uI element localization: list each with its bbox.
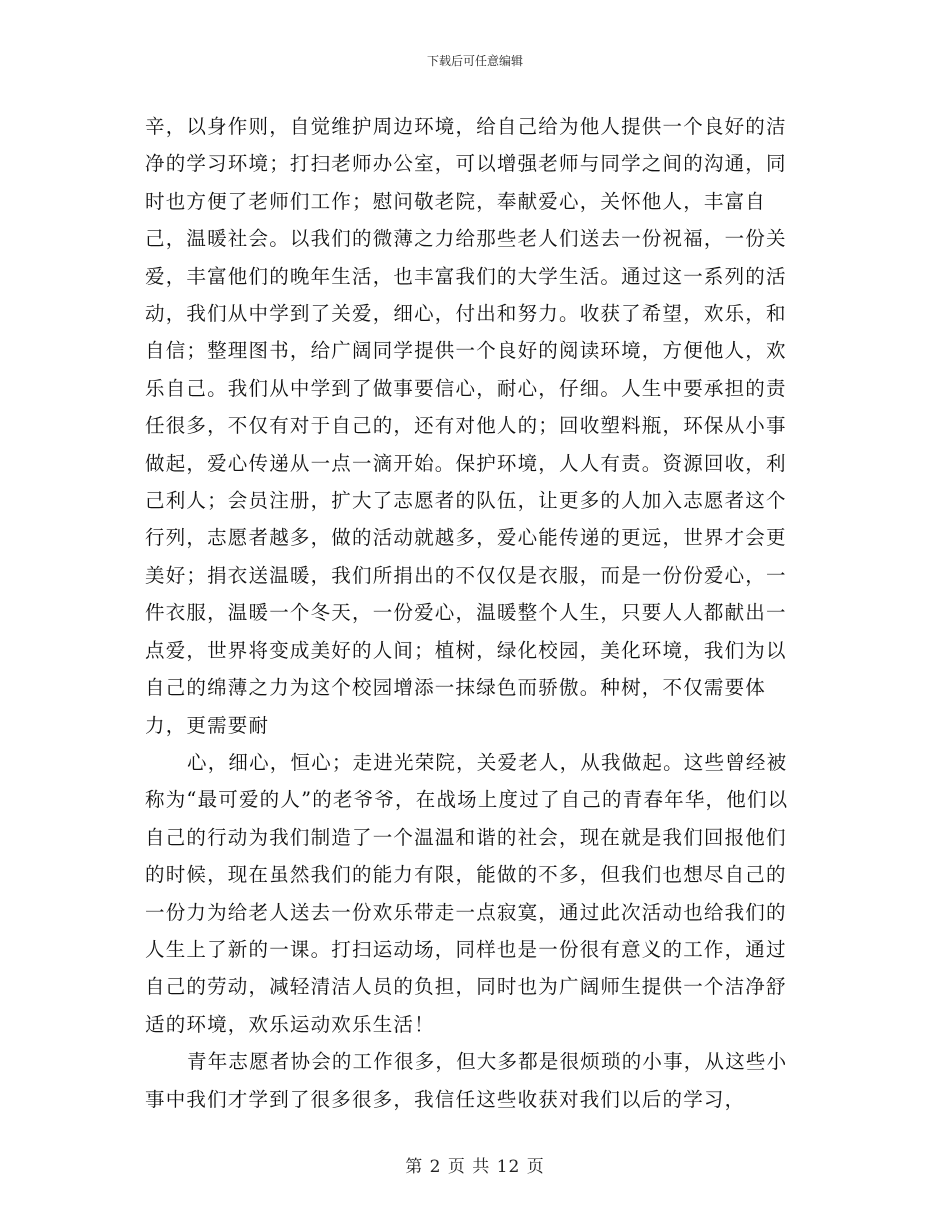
paragraph-3: 青年志愿者协会的工作很多，但大多都是很烦琐的小事，从这些小事中我们才学到了很多很多，我信任这些收获对我们以后的学习， — [145, 1050, 788, 1111]
paragraph-1: 辛，以身作则，自觉维护周边环境，给自己给为他人提供一个良好的洁净的学习环境；打扫老师办公室，可以增强老师与同学之间的沟通，同时也方便了老师们工作；慰问敬老院，奉献爱心，关怀他人，丰富自己，温暖社会。以我们的微薄之力给那些老人们送去一份祝福，一份关爱，丰富他们的晚年生活，也丰富我们的大学生活。通过这一系列的活动，我们从中学到了关爱，细心，付出和努力。收获了希望，欢乐，和自信；整理图书，给广阔同学提供一个良好的阅读环境，方便他人，欢乐自己。我们从中学到了做事要信心，耐心，仔细。人生中要承担的责任很多，不仅有对于自己的，还有对他人的；回收塑料瓶，环保从小事做起，爱心传递从一点一滴开始。保护环境，人人有责。资源回收，利己利人；会员注册，扩大了志愿者的队伍，让更多的人加入志愿者这个行列，志愿者越多，做的活动就越多，爱心能传递的更远，世界才会更美好；捐衣送温暖，我们所捐出的不仅仅是衣服，而是一份份爱心，一件衣服，温暖一个冬天，一份爱心，温暖整个人生，只要人人都献出一点爱，世界将变成美好的人间；植树，绿化校园，美化环境，我们为以自己的绵薄之力为这个校园增添一抹绿色而骄傲。种树，不仅需要体力，更需要耐 — [145, 115, 787, 737]
page-number-footer: 第 2 页 共 12 页 — [405, 1157, 545, 1177]
document-body — [145, 108, 805, 1118]
page-header-note: 下载后可任意编辑 — [426, 54, 523, 68]
paragraph-2: 心，细心，恒心；走进光荣院，关爱老人，从我做起。这些曾经被称为“最可爱的人”的老爷爷，在战场上度过了自己的青春年华，他们以自己的行动为我们制造了一个温温和谐的社会，现在就是我们回报他们的时候，现在虽然我们的能力有限，能做的不多，但我们也想尽自己的一份力为给老人送去一份欢乐带走一点寂寞，通过此次活动也给我们的人生上了新的一课。打扫运动场，同样也是一份很有意义的工作，通过自己的劳动，减轻清洁人员的负担，同时也为广阔师生提供一个洁净舒适的环境，欢乐运动欢乐生活！ — [145, 750, 789, 1036]
